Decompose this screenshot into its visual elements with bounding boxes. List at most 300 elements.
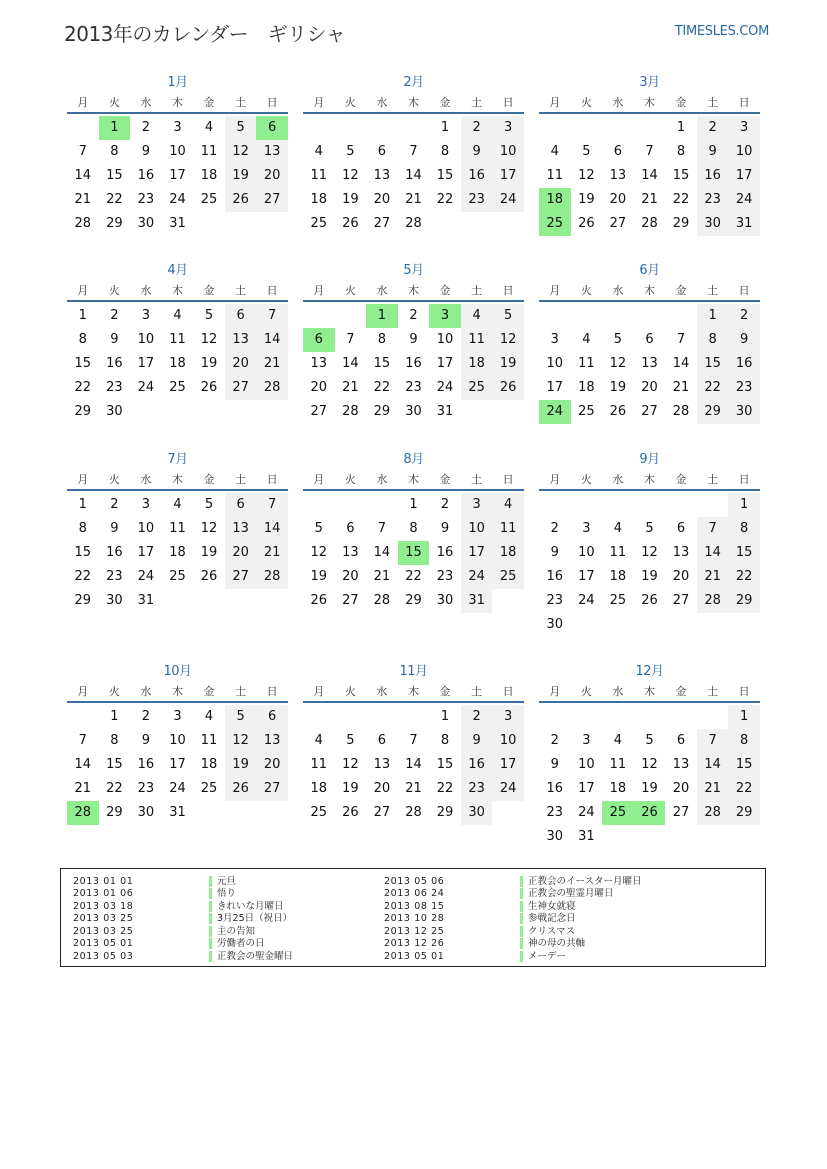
day-cell: 16: [546, 569, 564, 584]
day-cell: 21: [342, 380, 359, 395]
weekday-label: 火: [344, 473, 356, 486]
day-cell: 29: [672, 216, 690, 231]
month-name: 4月: [167, 263, 188, 278]
day-cell: 13: [256, 729, 288, 753]
day-cell: 27: [225, 376, 257, 400]
day-cell: 12: [492, 328, 524, 352]
day-cell: 4: [582, 332, 591, 347]
day-cell: 30: [137, 805, 155, 820]
month-name: 6月: [639, 263, 660, 278]
weekday-label: 木: [643, 96, 655, 109]
day-cell: 25: [169, 569, 186, 584]
day-cell: 29: [106, 805, 123, 820]
day-cell: 28: [697, 589, 729, 613]
day-cell: 8: [440, 144, 450, 159]
day-cell: 6: [225, 493, 257, 517]
weekday-label: 木: [171, 284, 183, 297]
month-block: [539, 662, 760, 849]
day-cell: 12: [342, 757, 359, 772]
weekday-label: 月: [77, 473, 89, 486]
day-cell: 3: [728, 116, 760, 140]
day-cell: 25: [492, 565, 524, 589]
day-cell: 13: [225, 517, 257, 541]
day-cell: 4: [461, 304, 493, 328]
day-cell: 26: [225, 188, 257, 212]
day-cell: 30: [436, 593, 454, 608]
day-cell: 31: [137, 593, 155, 608]
day-cell: 22: [672, 192, 690, 207]
empty-cell: [335, 116, 367, 140]
day-cell: 6: [645, 332, 654, 347]
holiday-row: [384, 913, 642, 926]
weekday-label: 火: [344, 284, 356, 297]
day-cell: 15: [74, 356, 92, 371]
day-cell: 21: [74, 192, 92, 207]
day-grid: [539, 116, 760, 236]
weekday-label: 水: [140, 685, 152, 698]
day-cell: 23: [461, 777, 493, 801]
day-grid: [67, 304, 288, 424]
day-cell: 13: [342, 545, 359, 560]
day-cell: 20: [672, 569, 690, 584]
day-cell: 17: [169, 168, 186, 183]
day-cell: 2: [697, 116, 729, 140]
day-cell: 8: [676, 144, 686, 159]
empty-cell: [335, 493, 367, 517]
day-cell: 3: [582, 521, 591, 536]
day-cell: 31: [461, 589, 493, 613]
weekday-label: 日: [738, 685, 750, 698]
empty-cell: [303, 304, 335, 328]
month-block: [67, 662, 288, 825]
day-cell: 11: [461, 328, 493, 352]
holiday-row: [384, 925, 642, 938]
day-cell: 20: [641, 380, 658, 395]
day-cell: 4: [613, 521, 623, 536]
day-cell: 10: [546, 356, 564, 371]
day-cell: 14: [256, 328, 288, 352]
day-cell: 11: [609, 545, 627, 560]
month-name: 11月: [399, 664, 428, 679]
day-cell: 15: [436, 757, 454, 772]
day-cell: 17: [546, 380, 564, 395]
day-cell: 16: [137, 757, 155, 772]
day-cell: 13: [256, 140, 288, 164]
day-cell: 25: [310, 216, 328, 231]
day-cell: 4: [204, 120, 214, 135]
day-cell: 14: [342, 356, 359, 371]
day-cell: 16: [461, 164, 493, 188]
month-name: 10月: [163, 664, 192, 679]
day-cell: 27: [641, 404, 658, 419]
day-cell: 14: [405, 168, 422, 183]
day-cell: 5: [346, 144, 355, 159]
weekday-label: 土: [471, 685, 483, 698]
weekday-label: 水: [376, 96, 388, 109]
day-cell: 20: [373, 192, 391, 207]
day-cell: 15: [728, 753, 760, 777]
day-cell: 4: [204, 709, 214, 724]
day-cell: 3: [492, 116, 524, 140]
month-name: 9月: [639, 452, 660, 467]
weekday-label: 月: [77, 96, 89, 109]
day-cell: 25: [200, 192, 218, 207]
day-cell: 24: [137, 569, 155, 584]
weekday-label: 木: [643, 284, 655, 297]
holiday-column-left: [73, 875, 293, 963]
day-cell: 20: [256, 753, 288, 777]
day-cell: 18: [169, 545, 186, 560]
day-cell: 7: [256, 304, 288, 328]
day-cell: 29: [405, 593, 422, 608]
holiday-name: 主の告知: [209, 926, 255, 937]
weekday-label: 金: [439, 473, 451, 486]
weekday-label: 月: [549, 284, 561, 297]
day-cell: 10: [137, 332, 155, 347]
day-cell: 17: [492, 753, 524, 777]
holiday-date: 2013 12 25: [384, 925, 445, 937]
day-cell: 14: [641, 168, 658, 183]
empty-cell: [571, 304, 603, 328]
day-cell: 2: [550, 733, 559, 748]
day-cell: 30: [106, 404, 123, 419]
day-cell: 19: [492, 352, 524, 376]
day-cell: 3: [582, 733, 591, 748]
day-cell: 22: [405, 569, 422, 584]
day-cell: 28: [74, 216, 92, 231]
day-cell: 9: [697, 140, 729, 164]
day-cell: 8: [78, 332, 87, 347]
empty-cell: [634, 705, 666, 729]
day-cell: 24: [578, 593, 595, 608]
weekday-label: 土: [235, 685, 247, 698]
day-cell: 3: [141, 497, 151, 512]
day-cell: 29: [728, 589, 760, 613]
holiday-name: 神の母の共軸: [520, 938, 585, 949]
day-cell: 21: [256, 352, 288, 376]
weekday-label: 水: [140, 96, 152, 109]
day-cell: 19: [200, 356, 218, 371]
day-cell: 10: [169, 144, 186, 159]
empty-cell: [366, 493, 398, 517]
day-cell: 20: [342, 569, 359, 584]
day-cell: 27: [256, 777, 288, 801]
day-cell: 30: [461, 801, 493, 825]
day-cell: 12: [200, 521, 218, 536]
weekday-label: 日: [266, 685, 278, 698]
day-cell: 12: [578, 168, 595, 183]
holiday-date: 2013 05 01: [73, 938, 134, 950]
weekday-label: 木: [171, 96, 183, 109]
empty-cell: [697, 705, 729, 729]
day-cell: 10: [461, 517, 493, 541]
day-cell: 7: [78, 733, 87, 748]
weekday-header: [303, 682, 524, 703]
day-cell: 6: [377, 144, 387, 159]
day-cell: 6: [676, 733, 686, 748]
empty-cell: [602, 304, 634, 328]
day-cell: 30: [546, 829, 564, 844]
holiday-row: [384, 950, 642, 963]
month-block: [67, 450, 288, 613]
day-cell: 7: [78, 144, 87, 159]
day-cell: 23: [137, 781, 155, 796]
day-cell: 9: [461, 729, 493, 753]
site-name[interactable]: TIMESLES.COM: [674, 24, 769, 39]
weekday-label: 火: [108, 96, 120, 109]
day-cell: 27: [672, 805, 690, 820]
day-cell: 18: [200, 168, 218, 183]
weekday-label: 日: [502, 473, 514, 486]
weekday-label: 土: [707, 284, 719, 297]
day-cell: 26: [641, 593, 658, 608]
weekday-label: 月: [313, 96, 325, 109]
holiday-row: [73, 913, 293, 926]
day-cell: 1: [110, 709, 119, 724]
empty-cell: [602, 116, 634, 140]
day-cell: 13: [672, 545, 690, 560]
day-cell: 28: [342, 404, 359, 419]
month-block: [303, 261, 524, 424]
holiday-row: [73, 938, 293, 951]
day-cell: 28: [405, 805, 422, 820]
weekday-label: 木: [643, 685, 655, 698]
empty-cell: [665, 304, 697, 328]
month-block: [539, 450, 760, 637]
holiday-day-cell: 6: [256, 116, 288, 140]
weekday-header: [539, 470, 760, 491]
day-cell: 27: [609, 216, 627, 231]
weekday-header: [67, 470, 288, 491]
day-cell: 24: [436, 380, 454, 395]
weekday-label: 火: [108, 685, 120, 698]
weekday-label: 月: [313, 284, 325, 297]
day-cell: 2: [409, 308, 418, 323]
day-cell: 14: [697, 541, 729, 565]
holiday-date: 2013 05 03: [73, 950, 134, 962]
day-cell: 5: [645, 733, 654, 748]
weekday-label: 火: [344, 685, 356, 698]
holiday-date: 2013 12 26: [384, 938, 445, 950]
holiday-row: [73, 950, 293, 963]
day-cell: 14: [74, 757, 92, 772]
empty-cell: [539, 493, 571, 517]
day-cell: 15: [436, 168, 454, 183]
day-cell: 3: [173, 709, 182, 724]
day-cell: 13: [310, 356, 328, 371]
day-cell: 11: [169, 521, 186, 536]
day-cell: 2: [550, 521, 559, 536]
month-block: [67, 73, 288, 236]
day-cell: 30: [728, 400, 760, 424]
day-cell: 24: [169, 192, 186, 207]
day-cell: 5: [645, 521, 654, 536]
holiday-column-right: [384, 875, 642, 963]
day-cell: 25: [200, 781, 218, 796]
day-cell: 3: [492, 705, 524, 729]
day-grid: [303, 493, 524, 613]
day-cell: 1: [440, 120, 450, 135]
day-cell: 7: [676, 332, 686, 347]
day-cell: 29: [106, 216, 123, 231]
day-grid: [303, 304, 524, 424]
day-cell: 10: [578, 757, 595, 772]
day-cell: 17: [578, 781, 595, 796]
day-cell: 22: [436, 192, 454, 207]
day-cell: 16: [461, 753, 493, 777]
day-cell: 27: [342, 593, 359, 608]
day-cell: 21: [697, 565, 729, 589]
weekday-label: 金: [675, 284, 687, 297]
month-name: 12月: [635, 664, 664, 679]
weekday-label: 金: [675, 685, 687, 698]
weekday-label: 火: [580, 685, 592, 698]
day-cell: 23: [546, 593, 564, 608]
empty-cell: [665, 705, 697, 729]
empty-cell: [602, 705, 634, 729]
empty-cell: [697, 493, 729, 517]
weekday-label: 金: [675, 96, 687, 109]
weekday-header: [303, 470, 524, 491]
empty-cell: [539, 116, 571, 140]
day-cell: 6: [676, 521, 686, 536]
weekday-label: 水: [612, 685, 624, 698]
weekday-label: 火: [580, 284, 592, 297]
day-cell: 5: [204, 308, 214, 323]
holiday-day-cell: 24: [539, 400, 571, 424]
day-cell: 3: [173, 120, 182, 135]
day-cell: 25: [169, 380, 186, 395]
day-cell: 24: [492, 777, 524, 801]
day-cell: 21: [697, 777, 729, 801]
weekday-label: 日: [502, 685, 514, 698]
empty-cell: [634, 304, 666, 328]
day-cell: 26: [310, 593, 328, 608]
day-cell: 2: [728, 304, 760, 328]
day-cell: 30: [405, 404, 422, 419]
weekday-header: [67, 281, 288, 302]
day-cell: 18: [609, 569, 627, 584]
weekday-label: 月: [77, 685, 89, 698]
day-cell: 13: [225, 328, 257, 352]
day-cell: 31: [169, 216, 186, 231]
day-cell: 24: [461, 565, 493, 589]
holiday-date: 2013 08 15: [384, 900, 445, 912]
day-cell: 30: [137, 216, 155, 231]
day-cell: 7: [697, 729, 729, 753]
weekday-label: 木: [407, 685, 419, 698]
day-cell: 22: [106, 192, 123, 207]
day-cell: 31: [728, 212, 760, 236]
day-cell: 30: [106, 593, 123, 608]
day-cell: 10: [436, 332, 454, 347]
day-cell: 12: [225, 729, 257, 753]
day-cell: 24: [492, 188, 524, 212]
day-cell: 1: [728, 705, 760, 729]
day-cell: 20: [256, 164, 288, 188]
holiday-name: 生神女就寝: [520, 901, 576, 912]
day-cell: 23: [697, 188, 729, 212]
weekday-label: 水: [612, 473, 624, 486]
day-cell: 21: [74, 781, 92, 796]
day-cell: 15: [373, 356, 391, 371]
day-cell: 11: [310, 757, 328, 772]
weekday-label: 水: [376, 685, 388, 698]
weekday-label: 日: [738, 96, 750, 109]
holiday-name: メーデー: [520, 951, 566, 962]
day-cell: 8: [110, 144, 119, 159]
day-cell: 17: [461, 541, 493, 565]
holiday-name: 労働者の日: [209, 938, 265, 949]
day-cell: 19: [342, 192, 359, 207]
day-cell: 1: [697, 304, 729, 328]
day-cell: 18: [609, 781, 627, 796]
day-cell: 16: [106, 356, 123, 371]
day-cell: 24: [728, 188, 760, 212]
day-cell: 10: [578, 545, 595, 560]
day-cell: 29: [436, 805, 454, 820]
day-cell: 10: [169, 733, 186, 748]
day-cell: 16: [106, 545, 123, 560]
day-cell: 12: [200, 332, 218, 347]
weekday-label: 水: [140, 473, 152, 486]
weekday-label: 土: [707, 96, 719, 109]
weekday-header: [539, 281, 760, 302]
weekday-label: 金: [203, 685, 215, 698]
weekday-label: 火: [108, 284, 120, 297]
day-cell: 7: [256, 493, 288, 517]
day-cell: 27: [310, 404, 328, 419]
day-cell: 23: [728, 376, 760, 400]
holiday-row: [384, 900, 642, 913]
day-cell: 24: [578, 805, 595, 820]
day-cell: 6: [377, 733, 387, 748]
day-cell: 4: [314, 733, 323, 748]
day-cell: 13: [672, 757, 690, 772]
day-cell: 26: [342, 216, 359, 231]
empty-cell: [366, 705, 398, 729]
day-cell: 18: [310, 781, 328, 796]
day-cell: 3: [141, 308, 151, 323]
holiday-day-cell: 18: [539, 188, 571, 212]
day-cell: 6: [225, 304, 257, 328]
day-cell: 19: [641, 569, 658, 584]
day-cell: 31: [436, 404, 454, 419]
day-cell: 18: [200, 757, 218, 772]
day-cell: 11: [578, 356, 595, 371]
holiday-name: 正教会のイースター月曜日: [520, 876, 642, 887]
holiday-day-cell: 26: [634, 801, 666, 825]
weekday-label: 土: [707, 685, 719, 698]
day-cell: 21: [405, 781, 422, 796]
weekday-label: 金: [203, 96, 215, 109]
weekday-label: 火: [580, 96, 592, 109]
day-grid: [67, 116, 288, 236]
holiday-day-cell: 25: [539, 212, 571, 236]
weekday-label: 月: [77, 284, 89, 297]
day-cell: 18: [578, 380, 595, 395]
day-cell: 4: [173, 308, 182, 323]
day-cell: 10: [728, 140, 760, 164]
weekday-label: 金: [439, 685, 451, 698]
day-cell: 9: [440, 521, 450, 536]
day-cell: 29: [74, 404, 92, 419]
day-cell: 16: [436, 545, 454, 560]
day-cell: 29: [373, 404, 391, 419]
day-cell: 22: [436, 781, 454, 796]
day-cell: 19: [310, 569, 328, 584]
day-cell: 17: [728, 164, 760, 188]
